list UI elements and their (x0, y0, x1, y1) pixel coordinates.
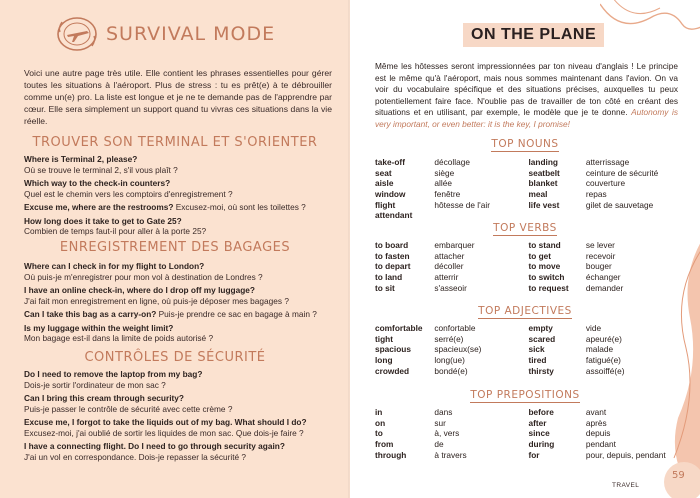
question: I have a connecting flight. Do I need to go through security again? (24, 441, 285, 451)
answer: Mon bagage est-il dans la limite de poids autorisé ? (24, 333, 214, 343)
question: I have an online check-in, where do I drop off my luggage? (24, 285, 255, 295)
section-terminal (24, 154, 334, 240)
vocab-row: comfortable confortable empty vide (375, 323, 602, 333)
question: Is my luggage within the weight limit? (24, 322, 174, 333)
question: Excuse me, where are the restrooms? (24, 202, 174, 212)
vocab-table-adjectives (375, 323, 675, 376)
vocab-heading-nouns: TOP NOUNS (491, 138, 559, 150)
answer: Quel est le chemin vers les comptoirs d'enregistrement ? (24, 188, 233, 199)
plane-intro-text: Même les hôtesses seront impressionnées par ton niveau d'anglais ! Le principe est le même qu'à l'aéroport, mais nous sommes maintenant dans l'avion. On va voir du vocabulaire spécifique et des situations précises, auxquelles tu peux potentiellement faire face. N'oublie pas de travailler de ton côté en créant des situations et en utilisant, par exemple, le modèle que je te donne. (375, 61, 678, 118)
vocab-row: from de during pendant (375, 439, 616, 450)
vocab-row: to depart décoller to move bouger (375, 261, 612, 272)
answer: Où se trouve le terminal 2, s'il vous plaît ? (24, 164, 178, 175)
vocab-row: to fasten attacher to get recevoir (375, 250, 616, 261)
vocab-row: flight attendant hôtesse de l'air life vest gilet de sauvetage (375, 199, 654, 221)
answer: J'ai un vol en correspondance. Dois-je repasser la sécurité ? (24, 451, 247, 462)
answer: Excusez-moi, j'ai oublié de sortir les liquides de mon sac. Que dois-je faire ? (24, 427, 304, 438)
vocab-row: to board embarquer to stand se lever (375, 240, 615, 250)
vocab-row: through à travers for pour, depuis, pendant (375, 449, 666, 460)
vocab-row: on sur after après (375, 417, 607, 428)
vocab-row: to sit s'asseoir to request demander (375, 282, 624, 293)
answer: Puis-je passer le contrôle de sécurité avec cette crème ? (24, 403, 233, 414)
section-securite (24, 369, 334, 465)
section-heading-terminal: TROUVER SON TERMINAL ET S'ORIENTER (32, 135, 318, 150)
answer: Combien de temps faut-il pour aller à la porte 25? (24, 226, 207, 236)
section-heading-securite: CONTRÔLES DE SÉCURITÉ (84, 350, 266, 365)
vocab-table-prepositions (375, 407, 675, 460)
question: Where can I check in for my flight to London? (24, 261, 205, 271)
airplane-stamp-icon (54, 14, 100, 54)
plane-intro-italic: Autonomy is very important, or even better: it is the key, I promise! (375, 107, 678, 129)
footer-section-label: TRAVEL (612, 482, 640, 489)
vocab-table-nouns (375, 157, 675, 221)
section-heading-bagages: ENREGISTREMENT DES BAGAGES (59, 240, 291, 255)
vocab-row: aisle allée blanket couverture (375, 178, 626, 189)
answer: Excusez-moi, où sont les toilettes ? (173, 202, 306, 212)
vocab-row: crowded bondé(e) thirsty assoiffé(e) (375, 365, 625, 376)
question: Can I take this bag as a carry-on? (24, 309, 157, 319)
vocab-heading-verbs: TOP VERBS (493, 222, 557, 234)
vocab-row: window fenêtre meal repas (375, 189, 607, 200)
vocab-table-verbs (375, 240, 675, 293)
vocab-row: seat siège seatbelt ceinture de sécurité (375, 167, 659, 178)
vocab-heading-prepositions: TOP PREPOSITIONS (470, 389, 580, 401)
decorative-swirl (600, 0, 700, 34)
answer: Dois-je sortir l'ordinateur de mon sac ? (24, 379, 166, 390)
question: Can I bring this cream through security? (24, 393, 184, 403)
vocab-row: long long(ue) tired fatigué(e) (375, 355, 621, 366)
vocab-row: tight serré(e) scared apeuré(e) (375, 333, 622, 344)
answer: Puis-je prendre ce sac en bagage à main ? (156, 309, 317, 319)
question: How long does it take to get to Gate 25? (24, 215, 182, 226)
vocab-heading-adjectives: TOP ADJECTIVES (478, 305, 572, 317)
section-title-plane: ON THE PLANE (463, 23, 604, 47)
answer: Où puis-je m'enregistrer pour mon vol à destination de Londres ? (24, 271, 263, 282)
page-number: 59 (672, 470, 685, 481)
vocab-row: to à, vers since depuis (375, 428, 611, 439)
vocab-row: in dans before avant (375, 407, 607, 417)
question: Excuse me, I forgot to take the liquids out of my bag. What should I do? (24, 417, 307, 427)
vocab-row: to land atterrir to switch échanger (375, 272, 621, 283)
section-bagages (24, 261, 334, 347)
intro-paragraph: Voici une autre page très utile. Elle contient les phrases essentielles pour gérer toutes les situations à l'aéroport. Plus de stress : tu es prêt(e) à te débrouiller comme un(e) pro. La liste est longue et je ne te demande pas de l'apprendre par cœur. Elle sera simplement un support quand tu vivras ces situations dans la vie réelle. (24, 68, 332, 126)
question: Which way to the check-in counters? (24, 178, 171, 188)
vocab-row: take-off décollage landing atterrissage (375, 157, 630, 167)
vocab-row: spacious spacieux(se) sick malade (375, 344, 614, 355)
question: Do I need to remove the laptop from my bag? (24, 369, 203, 379)
page-title: SURVIVAL MODE (106, 23, 276, 45)
answer: J'ai fait mon enregistrement en ligne, où puis-je déposer mes bagages ? (24, 295, 289, 306)
question: Where is Terminal 2, please? (24, 154, 138, 164)
plane-intro-paragraph (375, 61, 678, 131)
